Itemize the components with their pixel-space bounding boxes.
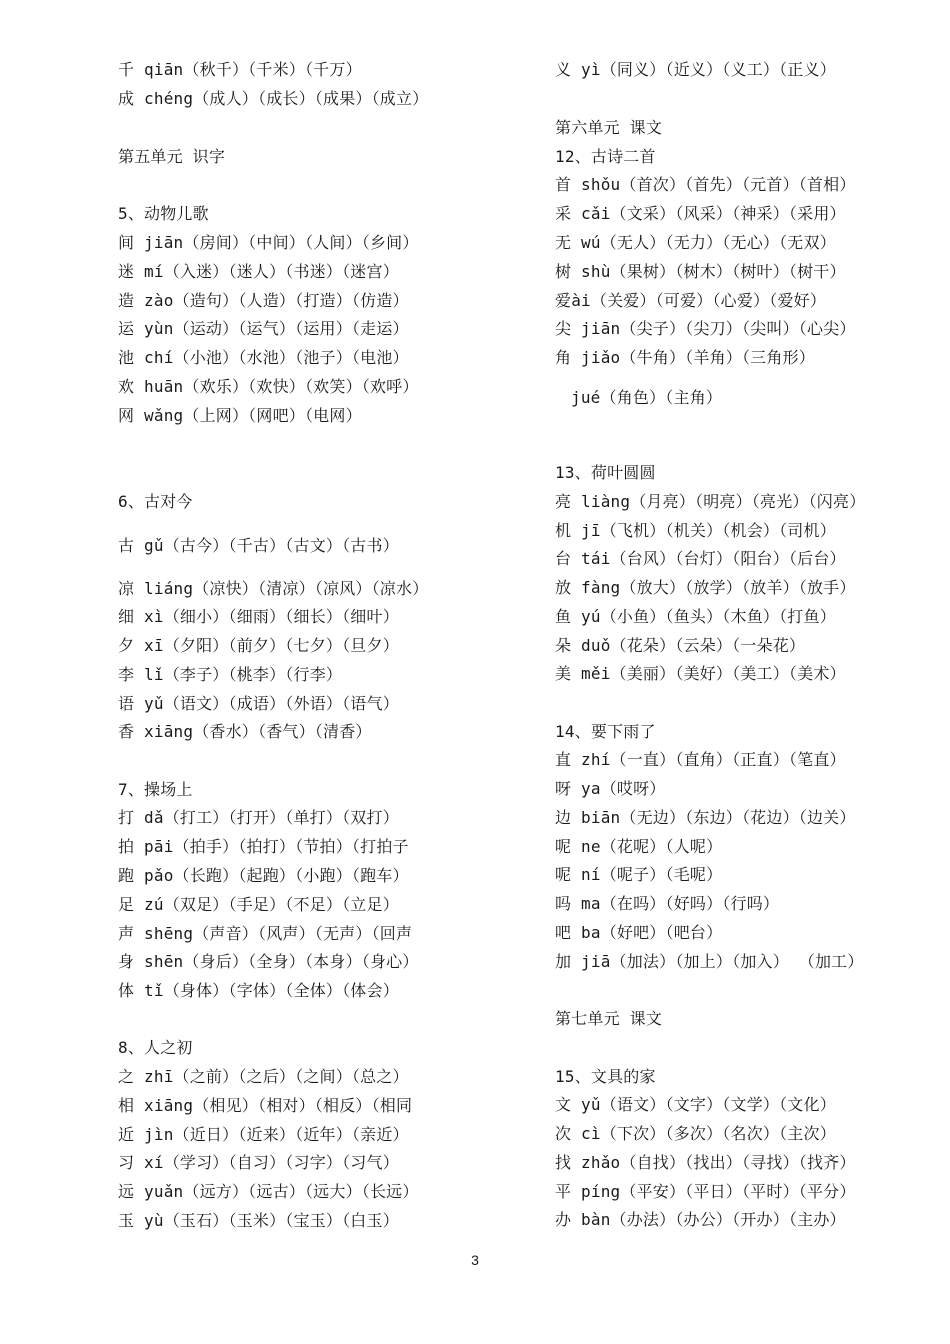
vocab-line: 直 zhí（一直）（直角）（正直）（笔直） [555, 750, 846, 769]
lesson-heading: 12、古诗二首 [555, 147, 656, 166]
vocab-line: 李 lǐ（李子）（桃李）（行李） [118, 665, 343, 684]
vocab-line: 体 tǐ（身体）（字体）（全体）（体会） [118, 981, 399, 1000]
vocab-line: 吧 ba（好吧）（吧台） [555, 923, 723, 942]
vocab-line: 树 shù（果树）（树木）（树叶）（树干） [555, 262, 846, 281]
vocab-line: 跑 pǎo（长跑）（起跑）（小跑）（跑车） [118, 866, 409, 885]
vocab-line: 吗 ma（在吗）（好吗）（行吗） [555, 894, 780, 913]
page-number: 3 [471, 1252, 479, 1268]
vocab-line: 足 zú（双足）（手足）（不足）（立足） [118, 895, 399, 914]
vocab-line: 成 chéng（成人）（成长）（成果）（成立） [118, 89, 429, 108]
vocab-line: 古 gǔ（古今）（千古）（古文）（古书） [118, 536, 399, 555]
vocab-line: 采 cǎi（文采）（风采）（神采）（采用） [555, 204, 846, 223]
vocab-line: 边 biān（无边）（东边）（花边）（边关） [555, 808, 856, 827]
lesson-heading: 14、要下雨了 [555, 722, 656, 741]
vocab-line: 声 shēng（声音）（风声）（无声）（回声 [118, 924, 413, 943]
vocab-line: 平 píng（平安）（平日）（平时）（平分） [555, 1182, 856, 1201]
vocab-line: 造 zào（造句）（人造）（打造）（仿造） [118, 291, 409, 310]
vocab-line: 放 fàng（放大）（放学）（放羊）（放手） [555, 578, 856, 597]
vocab-line: 角 jiǎo（牛角）（羊角）（三角形） [555, 348, 815, 367]
vocab-line: 爱ài（关爱）（可爱）（心爱）（爱好） [555, 291, 827, 310]
vocab-line: 次 cì（下次）（多次）（名次）（主次） [555, 1124, 836, 1143]
vocab-line: 拍 pāi（拍手）（拍打）（节拍）（打拍子 [118, 837, 409, 856]
vocab-line: 欢 huān（欢乐）（欢快）（欢笑）（欢呼） [118, 377, 419, 396]
vocab-line: 池 chí（小池）（水池）（池子）（电池） [118, 348, 409, 367]
vocab-line: 远 yuǎn（远方）（远古）（远大）（长远） [118, 1182, 419, 1201]
lesson-heading: 5、动物儿歌 [118, 204, 209, 223]
vocab-line: 玉 yù（玉石）（玉米）（宝玉）（白玉） [118, 1211, 399, 1230]
vocab-line: 细 xì（细小）（细雨）（细长）（细叶） [118, 607, 399, 626]
vocab-line: 呢 ní（呢子）（毛呢） [555, 865, 723, 884]
vocab-line: 夕 xī（夕阳）（前夕）（七夕）（旦夕） [118, 636, 399, 655]
vocab-line: 身 shēn（身后）（全身）（本身）（身心） [118, 952, 419, 971]
vocab-line: 呀 ya（哎呀） [555, 779, 666, 798]
lesson-heading: 13、荷叶圆圆 [555, 463, 656, 482]
vocab-line: 打 dǎ（打工）（打开）（单打）（双打） [118, 808, 399, 827]
vocab-line: 相 xiāng（相见）（相对）（相反）（相同 [118, 1096, 413, 1115]
lesson-heading: 15、文具的家 [555, 1067, 656, 1086]
vocab-line: 网 wǎng（上网）（网吧）（电网） [118, 406, 362, 425]
vocab-line: 美 měi（美丽）（美好）（美工）（美术） [555, 664, 846, 683]
vocab-line: 迷 mí（入迷）（迷人）（书迷）（迷宫） [118, 262, 399, 281]
vocab-line: 之 zhī（之前）（之后）（之间）（总之） [118, 1067, 409, 1086]
vocab-line: 间 jiān（房间）（中间）（人间）（乡间） [118, 233, 419, 252]
vocab-line: 习 xí（学习）（自习）（习字）（习气） [118, 1153, 399, 1172]
lesson-heading: 6、古对今 [118, 492, 193, 511]
vocab-line: 凉 liáng（凉快）（清凉）（凉风）（凉水） [118, 579, 429, 598]
vocab-line: 鱼 yú（小鱼）（鱼头）（木鱼）（打鱼） [555, 607, 836, 626]
vocab-line: 朵 duǒ（花朵）（云朵）（一朵花） [555, 636, 806, 655]
vocab-line: 无 wú（无人）（无力）（无心）（无双） [555, 233, 836, 252]
vocab-line: 呢 ne（花呢）（人呢） [555, 837, 723, 856]
vocab-line: 找 zhǎo（自找）（找出）（寻找）（找齐） [555, 1153, 856, 1172]
unit-heading: 第七单元 课文 [555, 1009, 663, 1028]
lesson-heading: 8、人之初 [118, 1038, 193, 1057]
vocab-line: 办 bàn（办法）（办公）（开办）（主办） [555, 1210, 846, 1229]
vocab-line: 台 tái（台风）（台灯）（阳台）（后台） [555, 549, 846, 568]
unit-heading: 第五单元 识字 [118, 147, 226, 166]
vocab-line: jué（角色）（主角） [571, 388, 723, 407]
vocab-line: 首 shǒu（首次）（首先）（元首）（首相） [555, 175, 856, 194]
vocab-line: 机 jī（飞机）（机关）（机会）（司机） [555, 521, 836, 540]
vocab-line: 义 yì（同义）（近义）（义工）（正义） [555, 60, 836, 79]
vocab-line: 文 yǔ（语文）（文字）（文学）（文化） [555, 1095, 836, 1114]
vocab-line: 近 jìn（近日）（近来）（近年）（亲近） [118, 1125, 409, 1144]
vocab-line: 千 qiān（秋千）（千米）（千万） [118, 60, 362, 79]
unit-heading: 第六单元 课文 [555, 118, 663, 137]
vocab-line: 运 yùn（运动）（运气）（运用）（走运） [118, 319, 409, 338]
vocab-line: 亮 liàng（月亮）（明亮）（亮光）（闪亮） [555, 492, 866, 511]
vocab-line: 语 yǔ（语文）（成语）（外语）（语气） [118, 694, 399, 713]
vocab-line: 加 jiā（加法）（加上）（加入） （加工） [555, 952, 864, 971]
vocab-line: 尖 jiān（尖子）（尖刀）（尖叫）（心尖） [555, 319, 856, 338]
lesson-heading: 7、操场上 [118, 780, 193, 799]
vocab-line: 香 xiāng（香水）（香气）（清香） [118, 722, 372, 741]
